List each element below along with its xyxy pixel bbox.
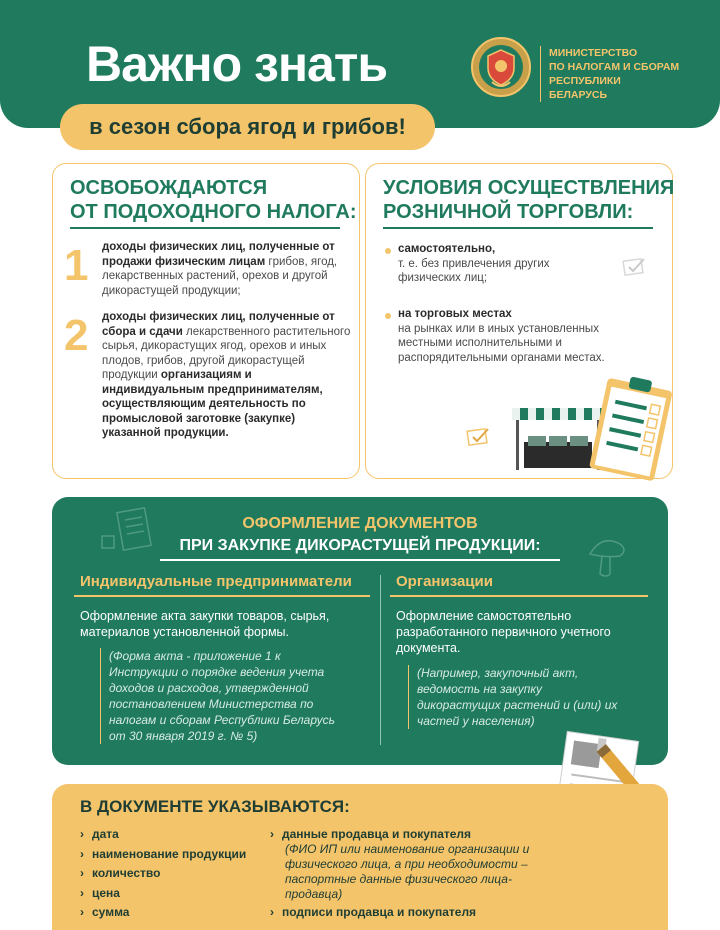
field-parties-note: (ФИО ИП или наименование организации и физического лица, а при необходимости – паспортные данные физического лица-продавца)	[285, 842, 530, 901]
chevron-right-icon: ›	[80, 886, 84, 900]
retail-item-2-text: на рынках или в иных установленных местными исполнительными и распорядительными органами местах.	[398, 322, 605, 364]
field-item-signatures	[270, 905, 476, 919]
tax-heading-line-2: ОТ ПОДОХОДНОГО НАЛОГА:	[70, 201, 357, 223]
item-number-2: 2	[64, 311, 89, 360]
field-quantity-label: количество	[92, 866, 161, 880]
document-fields-title: В ДОКУМЕНТЕ УКАЗЫВАЮТСЯ:	[80, 797, 350, 816]
ministry-line-1: МИНИСТЕРСТВО	[549, 47, 638, 59]
field-item-sum	[80, 905, 129, 919]
bullet-dot-1	[385, 248, 391, 254]
subtitle-pill: в сезон сбора ягод и грибов!	[60, 104, 435, 150]
ministry-line-2: ПО НАЛОГАМ И СБОРАМ	[549, 61, 680, 73]
documents-title-line-1: ОФОРМЛЕНИЕ ДОКУМЕНТОВ	[242, 515, 478, 532]
exemption-item-1-text: грибов, ягод, лекарственных растений, орехов и другой дикорастущей продукции;	[102, 255, 338, 297]
column-heading-entrepreneurs: Индивидуальные предприниматели	[80, 573, 352, 590]
retail-item-2	[398, 307, 643, 365]
chevron-right-icon: ›	[270, 827, 274, 841]
entrepreneurs-note: (Форма акта - приложение 1 к Инструкции о порядке ведения учета доходов и расходов, утвержденной постановлением Министерства по налогам и сборам Республики Беларусь от 30 января 2019 г. № 5)	[100, 648, 350, 744]
exemption-item-2	[102, 310, 352, 441]
retail-heading	[383, 176, 674, 224]
field-item-quantity	[80, 866, 160, 880]
column-heading-organizations: Организации	[396, 573, 493, 590]
field-date-label: дата	[92, 827, 119, 841]
tax-heading-line-1: ОСВОБОЖДАЮТСЯ	[70, 177, 268, 199]
chevron-right-icon: ›	[80, 847, 84, 861]
retail-heading-line-1: УСЛОВИЯ ОСУЩЕСТВЛЕНИЯ	[383, 177, 675, 199]
check-small-icon	[622, 256, 648, 278]
field-price-label: цена	[92, 886, 120, 900]
field-product-label: наименование продукции	[92, 847, 247, 861]
check-small-icon-2	[466, 426, 492, 448]
exemption-item-1-bold: доходы физических лиц, полученные от продажи физическим лицам	[102, 241, 335, 268]
exemption-item-2-bold: доходы физических лиц, полученные от сбора и сдачи	[102, 311, 335, 338]
organizations-text: Оформление самостоятельно разработанного первичного учетного документа.	[396, 609, 611, 655]
exemption-item-1	[102, 240, 352, 298]
retail-item-1-text: т. е. без привлечения других физических лиц;	[398, 257, 550, 284]
retail-heading-underline	[383, 227, 653, 229]
retail-item-1-title: самостоятельно,	[398, 243, 496, 255]
ministry-emblem-icon	[470, 36, 532, 98]
ministry-name	[540, 46, 680, 102]
retail-heading-line-2: РОЗНИЧНОЙ ТОРГОВЛИ:	[383, 201, 634, 223]
documents-title-line-2: ПРИ ЗАКУПКЕ ДИКОРАСТУЩЕЙ ПРОДУКЦИИ:	[179, 537, 541, 554]
ministry-line-3: РЕСПУБЛИКИ БЕЛАРУСЬ	[549, 75, 621, 101]
exemption-item-2-text: лекарственного растительного сырья, дикорастущих ягод, орехов и иных плодов, грибов, другой дикорастущей продукции	[102, 325, 351, 381]
field-parties-label: данные продавца и покупателя	[282, 827, 472, 841]
retail-item-2-title: на торговых местах	[398, 308, 512, 320]
field-item-date	[80, 827, 119, 841]
chevron-right-icon: ›	[80, 827, 84, 841]
page-title: Важно знать	[86, 36, 388, 92]
field-item-product	[80, 847, 246, 861]
item-number-1: 1	[64, 241, 89, 290]
column-rule-left	[74, 595, 370, 597]
chevron-right-icon: ›	[80, 905, 84, 919]
bullet-dot-2	[385, 313, 391, 319]
field-sum-label: сумма	[92, 905, 130, 919]
chevron-right-icon: ›	[80, 866, 84, 880]
organizations-note: (Например, закупочный акт, ведомость на закупку дикорастущих растений и (или) их частей у населения)	[408, 665, 628, 729]
entrepreneurs-text: Оформление акта закупки товаров, сырья, материалов установленной формы.	[80, 609, 330, 639]
tax-exemption-heading	[70, 176, 357, 224]
heading-underline	[70, 227, 340, 229]
column-divider	[380, 575, 381, 745]
column-rule-right	[390, 595, 648, 597]
chevron-right-icon: ›	[270, 905, 274, 919]
field-item-parties	[270, 827, 471, 841]
retail-item-1	[398, 242, 598, 286]
exemption-item-2-bold-tail: организациям и индивидуальным предпринимателям, осуществляющим деятельность по промысловой заготовке (закупке) указанной продукции.	[102, 369, 323, 439]
field-item-price	[80, 886, 120, 900]
field-signatures-label: подписи продавца и покупателя	[282, 905, 477, 919]
documents-title-underline	[160, 559, 560, 561]
clipboard-icon	[588, 374, 678, 484]
